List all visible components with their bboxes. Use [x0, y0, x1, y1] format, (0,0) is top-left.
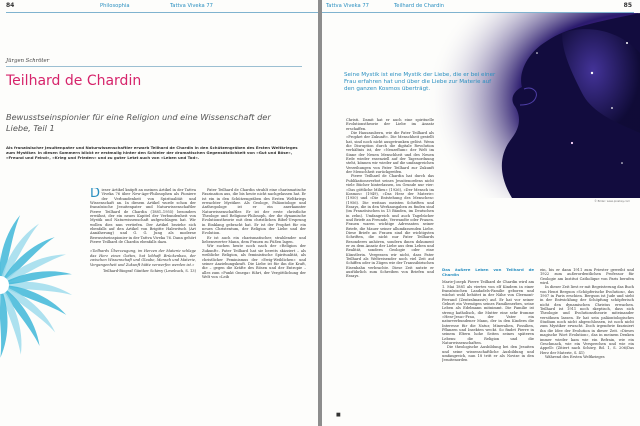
article-subtitle: Bewusstseinspionier für eine Religion und eine Wissenschaft der Liebe, Teil 1 [6, 112, 271, 133]
page-number: 84 [6, 2, 15, 9]
body-paragraph: Die Hauszaubern, wie die Pater Teilhard als »Prophet der Zukunft«. Die Menschheit gestellt hat, sind noch nicht ausgetrunken gelöst. Wenn die Disruption durch die digitale Revolution verhältnis ist, der »Neuzeflum« der Welt im Sinne der Neuen Menschheit und des Neuen Erde wieder essenziell auf der Tagesordnung steht, können wir wieder auf die umfangreichen Verzeihungen von Pater Teilhard zur Zukunft der Menschheit zurückgreifen. [346, 131, 434, 175]
body-paragraph: ein, bis er dann 1911 zum Priester geweiht und 1922 zum außerordentlichen Professor für Geologie am Institut Catholique von Paris berufen wird. [540, 268, 634, 286]
article-title: Teilhard de Chardin [6, 73, 142, 89]
page-number: 85 [623, 2, 632, 9]
pull-quote: »Teilhards Überzeugung, im Herzen der Materie schlage das Herz eines Gottes, hat lebhaft Brückenbau, der zwischen Wissenschaft und Glaube, Mensch und Materie, Vergangenheit und Zukunft hätte verwerfen werden ist.« [90, 249, 196, 267]
body-paragraph: Pater Teilhard de Chardin strahlt eine charismatische Faszination aus, die bis heute nicht nachgelassen hat. Er ist ein in den Schützengräben des Ersten Weltkriegs erwachter Mystiker. Als Geologe, Paläontologe und Anthropologe ist er ein anerkannter Naturwissenschaftler. Er ist der erste christliche Theologe und Religions-Philosoph, der die dynamische Evolutionstheorie mit dem christlichen Bibel-Ursprung in Einklang gebracht hat. Er ist der Prophet für ein neues Christentum, der Religion der Liebe und der Evolution. [202, 188, 306, 236]
pull-quote: Seine Mystik ist eine Mystik der Liebe, die er bei einer Frau erfahren hat und über die Liebe zur Materie auf den ganzen Kosmos überträgt. [344, 72, 496, 93]
body-paragraph: Pierre Teilhard de Chardin hat durch das Publikationsverbot seines Jesuitenordens nicht viele Bücher hinterlassen, im Grunde nur vier: »Das göttliche Milieu« (1926), »Der Mensch im Kosmos« (1949), »Das Herz der Materie« (1950) und »Die Entstehung des Menschen« (1956). Die weitaus meisten Schriften und Essays, die in den Werkausgaben zu finden sind (im Französischen in 13 Bänden, im Deutschen in zehn). Umfangreich und auch Tagebücher und Briefe an Freunde, Verwandte oder Frauen. Frauen waren wichtige Adressaten seiner Briefe, die Mauer seiner allumfassenden Liebe. Diese Briefe an Frauen sind die wichtigsten Schriften, die nicht nur Pater Teilhards Besonderes anhören, sondern ihnen dokument er zu dem Ansatz der Liebe aus dem Leben und Realität, sondern Geologie oder eine Künstlerin. Vergessen wir nicht, dass Pater Teilhard als Weltreisender noch viel Zeit auf Schiffen oder in Zügen wie der Transsibirischen Eisenbahn verbrachte. Diese Zeit nutzte er ausführlich zum Schreiben von Briefen und Essays. [346, 174, 434, 279]
quote-source: Teilhard-Biograf Günther Schiwy (Lesebuch, S. 13) [103, 268, 196, 273]
section-heading: Das äußere Leben von Teilhard de Chardin [442, 268, 534, 277]
body-paragraph: Die theologische Ausbildung bei den Jesuiten und seine wissenschaftliche Ausbildung und umfangreich, nun 18 tritt er als Novize in den Jesuitenorden [442, 345, 534, 363]
body-paragraph: Während des Ersten Weltkrieges [545, 354, 605, 359]
left-column-1 [90, 188, 196, 418]
left-page [0, 0, 318, 426]
right-column-2 [442, 268, 534, 416]
journal-label: Tattva Viveka 77 [326, 3, 369, 9]
author-name: Jürgen Schröter [6, 58, 50, 64]
body-paragraph: Wir suchen heute noch nach der »Religion der Zukunft«. Pater Teilhard hat sie bereits skizziert – als weibliche Religion, als feministische Spiritualität, als christlicher Feminismus der »Ewig-Weiblichen« und seiner Anziehungskraft. Die Liebe ist für ihn die Kraft, die – gegen die Kräfte des Bösen und der Entropie – alles zum »Punkt Omega« führt, der Vergöttlichung der Welt von »Leib [202, 244, 306, 279]
body-paragraph: In dieser Zeit liest er mit Begeisterung das Buch von Henri Bergson »Schöpferische Evolution«, das 1907 in Paris erschien. Bergson ist Jude und sieht in der Entwicklung der Schöpfung schöpferisch nicht den dynamischen Christus erwachen. Teilhard ist 1911 noch skeptisch, dass sich Theologie und Evolutionstheorie miteinander versöhnen lassen. Er hat sein paläontologisches Studium noch nicht abgeschlossen, ist noch nicht zum Mystiker erwacht. Doch irgendwie fasziniert ihn die Idee der Evolution in dieser Zeit. »Dieses magische Wort Evolution«, das in meinem Denken immer wieder kam wie ein Refrain, wie ein Geschmack, wie ein Versprechen und wie ein Appell« (Zitiert nach Schiwy, Bd. 1, S. 206/Das Herz der Materie, S. 41) [540, 285, 634, 355]
lead-paragraph: Als französischer Jesuitenpater und Naturwissenschaftler erwarb Teilhard de Chardin in den Schützengräben des Ersten Weltkrieges zum Mystiker. In diesen Sommern blickt er erstmalig hinter den Schleier der dramatischen Gegensätzlichkeit von »Gut und Böse«, »Freund und Feind«, »Krieg und Frieden« und zu guter Letzt auch von »Leben und Tod«. [6, 145, 298, 161]
drop-cap: D [90, 188, 101, 201]
body-paragraph: ieser Artikel knüpft an meinen Artikel in der Tattva Viveka 76 über New-Age-Philosophen als Pioniere der Verbundenheit von Spiritualität und Wissenschaft an. In diesem Artikel wurde schon der französische Jesuitenpater und Naturwissenschaftler Pierre Teilhard de Chardin (1881–1955) besonders erwähnt, der ein neues Kapitel der Verbundenheit von Mystik und Naturwissenschaft aufgeschlagen hat. Wir wollen dies nun vertiefen. Der Artikel beziehe sich ebenfalls auf den Artikel von Brigitte Halewitsch (Art Annäherung) und G. G. Jung als moderne Bewusstseinspionier in der Tattva Viveka 76. Dann gehört Pierre Teilhard de Chardin ebenfalls dazu. [90, 188, 196, 245]
page-end-marker: ■ [336, 412, 341, 418]
right-page-header [322, 0, 640, 12]
right-column-3 [540, 268, 634, 416]
section-label: Teilhard de Chardin [394, 3, 445, 9]
author-rule [6, 66, 302, 67]
body-paragraph: Christi. Damit hat er auch eine spirituelle Evolutionstheorie der Liebe im Ansatz erschaffen. [346, 118, 434, 131]
left-page-header [0, 0, 318, 12]
photo-credit: © Bilder: www.pixabay.com [594, 200, 630, 203]
journal-label: Tattva Viveka 77 [170, 3, 213, 9]
body-paragraph: Marie-Joseph Pierre Teilhard de Chardin wird am 1. Mai 1881 als viertes von elf Kindern in einer französischen Landadels-Familie geboren und wächst wohl behütet in der Nähe von Clermont-Ferrand (Zentralmassiv) auf. Er hat vor seiner Geburt ein Vermögen seines Familienerbes, seine Leben als Edelmann mitnimmt. Die Familie ist streng katholisch, die Mutter eine sehr fromme »Herz-Jesu«-Frau, der Vater ein naturverbundener Mann, der in den Kindern die Interesse für die Natur, Mineralien, Fossilien, Pflanzen und Insekten weckt. So findet Pierre in seinem Eltern hohe Seiten seines späteren Lebens: die Religion und die Naturwissenschaften. [442, 280, 534, 345]
right-page [322, 0, 640, 426]
section-label: Philosophia [100, 3, 130, 9]
header-rule [6, 12, 318, 13]
body-paragraph: Er ist auch ein charismatischer, strahlender und liebenswerter Mann, dem Frauen zu Füßen lagen. [202, 235, 306, 245]
left-column-2 [202, 188, 306, 418]
right-column-1 [346, 118, 434, 416]
mandala-spiral-illustration [0, 180, 80, 390]
